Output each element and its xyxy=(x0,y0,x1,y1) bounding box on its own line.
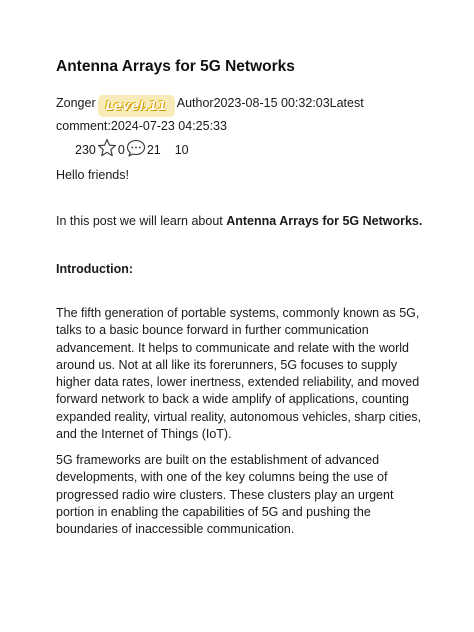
intro-topic: Antenna Arrays for 5G Networks. xyxy=(226,214,423,228)
intro-text xyxy=(56,213,428,230)
author-role: Author xyxy=(176,96,214,110)
level-badge: Level.11 xyxy=(98,95,175,117)
star-icon[interactable] xyxy=(97,138,117,158)
latest-comment-label: Latest comment: xyxy=(56,96,364,133)
greeting-text: Hello friends! xyxy=(56,168,129,182)
introduction-heading: Introduction: xyxy=(56,262,134,276)
paragraph-1: The fifth generation of portable systems, commonly known as 5G, talks to a basic bounce forward in further communication advancement. It helps to communicate and relate with the world around us. Not at all like its forerunners, 5G focuses to supply higher data rates, lower inertness, extended reliability, and moved forward network to back a wide amplify of applications, counting expanded reality, virtual reality, autonomous vehicles, sharp cities, and the Internet of Things (IoT). xyxy=(56,306,421,442)
author-name[interactable]: Zonger xyxy=(56,96,96,110)
article-meta xyxy=(56,94,426,135)
views-count: 230 xyxy=(75,143,96,157)
likes-count: 10 xyxy=(174,143,189,157)
article-title: Antenna Arrays for 5G Networks xyxy=(56,58,295,75)
comment-bubble-icon[interactable] xyxy=(126,138,146,158)
comments-count: 21 xyxy=(146,143,161,157)
article-stats xyxy=(75,138,189,162)
favorites-count: 0 xyxy=(117,143,125,157)
published-date: 2023-08-15 00:32:03 xyxy=(213,96,330,110)
intro-prefix: In this post we will learn about xyxy=(56,214,227,228)
paragraph-2: 5G frameworks are built on the establishment of advanced developments, with one of the key columns being the use of progressed radio wire clusters. These clusters play an urgent portion in enabling the capabilities of 5G and pushing the boundaries of inaccessible communication. xyxy=(56,453,394,537)
latest-comment-date: 2024-07-23 04:25:33 xyxy=(110,119,227,133)
